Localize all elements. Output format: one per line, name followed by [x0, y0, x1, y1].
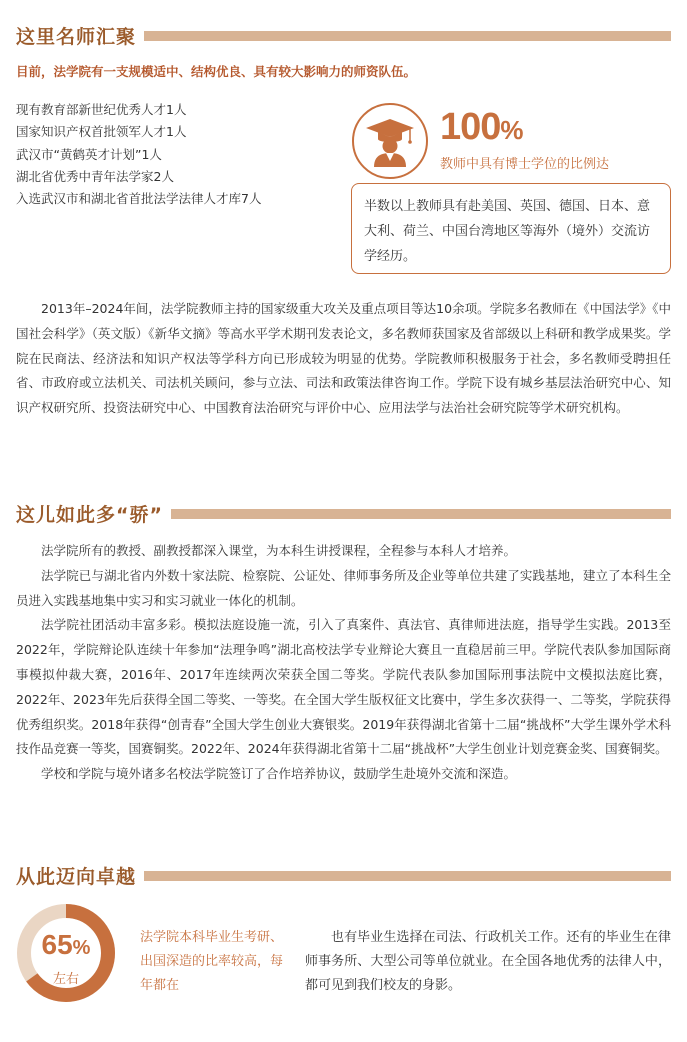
list-item: 湖北省优秀中青年法学家2人 [16, 168, 174, 184]
section-divider-bar [144, 871, 671, 881]
further-study-value: 65% [41, 929, 91, 960]
faculty-lead-text: 目前，法学院有一支规模适中、结构优良、具有较大影响力的师资队伍。 [16, 64, 417, 79]
phd-ratio-value: 100% [440, 106, 523, 148]
section-divider-bar [171, 509, 671, 519]
section-divider-bar [144, 31, 671, 41]
further-study-ring [16, 903, 116, 1003]
section-header-careers [16, 862, 671, 889]
list-item: 武汉市“黄鹤英才计划”1人 [16, 146, 162, 162]
list-item: 国家知识产权首批领军人才1人 [16, 124, 187, 140]
paragraph: 学校和学院与境外诸多名校法学院签订了合作培养协议，鼓励学生赴境外交流和深造。 [41, 766, 517, 782]
honors-list [16, 99, 261, 210]
list-item: 入选武汉市和湖北省首批法学法律人才库7人 [16, 191, 262, 207]
further-study-approx: 左右 [52, 972, 79, 987]
section-title: 这儿如此多“骄” [16, 504, 163, 526]
paragraph: 法学院社团活动丰富多彩。模拟法庭设施一流，引入了真案件、真法官、真律师进法庭，指导学生实践。2013至2022年，学院辩论队连续十年参加“法理争鸣”湖北高校法学专业辩论大赛且一直稳居前三甲。学院代表队参加国际商事模拟仲裁大赛，2016年、2017年连续两次荣获全国二等奖。学院代表队参加国际刑事法院中文模拟法庭比赛，2022年、2023年先后获得全国二等奖、一等奖。在全国大学生版权征文比赛中，学生多次获得一、二等奖，学院获得优秀组织奖。2018年获得“创青春”全国大学生创业大赛银奖。2019年获得湖北省第十二届“挑战杯”大学生课外学术科技作品竞赛一等奖，国赛铜奖。2022年、2024年获得湖北省第十二届“挑战杯”大学生创业计划竞赛金奖、国赛铜奖。 [16, 617, 671, 757]
paragraph: 2013年–2024年间，法学院教师主持的国家级重大攻关及重点项目等达10余项。学院多名教师在《中国法学》《中国社会科学》（英文版）《新华文摘》等高水平学术期刊发表论文，多名教师获国家及省部级以上科研和教学成果奖。学院在民商法、经济法和知识产权法等学科方向已形成较为明显的优势。学院教师积极服务于社会，多名教师受聘担任省、市政府或立法机关、司法机关顾问，参与立法、司法和政策法律咨询工作。学院下设有城乡基层法治研究中心、知识产权研究所、投资法研究中心、中国教育法治研究与评价中心、应用法学与法治社会研究院等学术研究机构。 [16, 301, 671, 416]
paragraph: 法学院已与湖北省内外数十家法院、检察院、公证处、律师事务所及企业等单位共建了实践基地，建立了本科生全员进入实践基地集中实习和实习就业一体化的机制。 [16, 567, 671, 608]
graduate-avatar-badge [352, 103, 428, 179]
further-study-note: 法学院本科毕业生考研、出国深造的比率较高，每年都在 [140, 930, 284, 993]
careers-paragraph: 也有毕业生选择在司法、行政机关工作。还有的毕业生在律师事务所、大型公司等单位就业。在全国各地优秀的法律人中，都可见到我们校友的身影。 [305, 930, 671, 993]
graduate-cap-icon [364, 115, 416, 167]
paragraph: 法学院所有的教授、副教授都深入课堂，为本科生讲授课程，全程参与本科人才培养。 [41, 543, 517, 558]
section-title: 这里名师汇聚 [16, 26, 137, 48]
list-item: 现有教育部新世纪优秀人才1人 [16, 102, 187, 117]
student-paragraph-block [16, 539, 671, 787]
phd-ratio-caption: 教师中具有博士学位的比例达 [440, 157, 610, 172]
section-header-students [16, 500, 671, 527]
section-header-teachers [16, 22, 671, 49]
abroad-experience-box: 半数以上教师具有赴美国、英国、德国、日本、意大利、荷兰、中国台湾地区等海外（境外）交流访学经历。 [351, 183, 671, 274]
research-paragraph-block [16, 297, 671, 421]
section-title: 从此迈向卓越 [16, 866, 137, 888]
